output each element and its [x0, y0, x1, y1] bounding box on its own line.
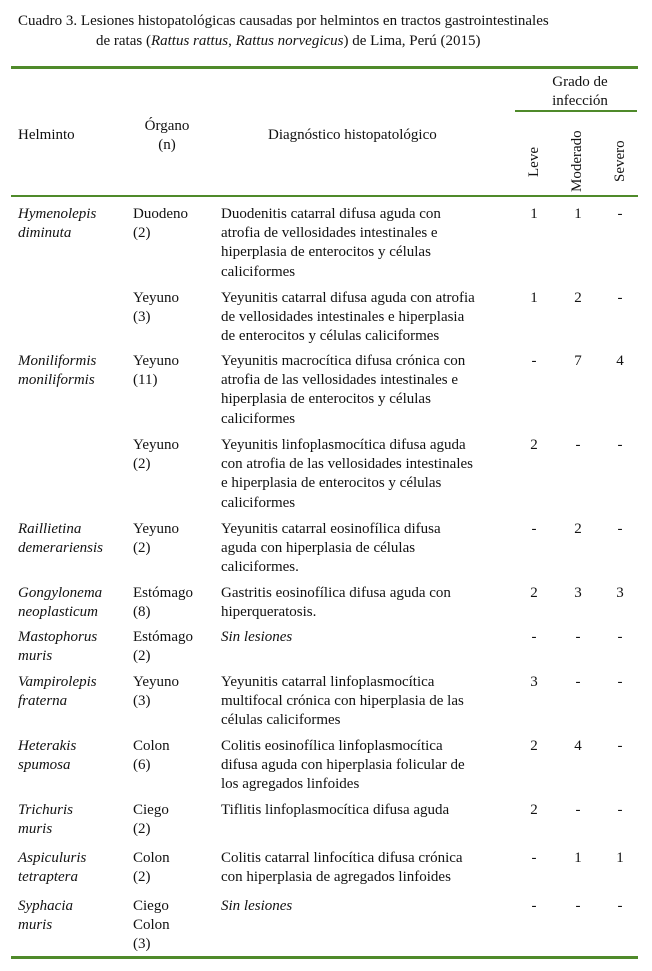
header-organo — [136, 117, 198, 155]
cell-helminto-line: Moniliformis — [18, 353, 97, 369]
cell-diagnostico-line: de enterocitos y células caliciformes — [221, 328, 440, 345]
caption-line-1: Cuadro 3. Lesiones histopatológicas causadas por helmintos en tractos gastrointestinales — [18, 13, 549, 29]
cell-organo-line: (3) — [133, 309, 151, 326]
header-leve: Leve — [526, 147, 542, 177]
cell-diagnostico-line: Tiflitis linfoplasmocítica difusa aguda — [221, 802, 450, 818]
cell-helminto-line: Syphacia — [18, 898, 73, 914]
cell-severo: - — [617, 674, 623, 690]
cell-organo-line: Ciego — [133, 802, 169, 818]
cell-helminto-line: Hymenolepis — [18, 206, 97, 222]
cell-moderado: 1 — [574, 206, 582, 222]
header-severo: Severo — [612, 140, 628, 182]
cell-diagnostico-line: hiperplasia de enterocitos y células — [221, 244, 431, 261]
header-helminto: Helminto — [18, 127, 75, 143]
cell-diagnostico-line: Yeyunitis catarral eosinofílica difusa — [221, 521, 441, 537]
cell-organo-line: Colon — [133, 738, 170, 754]
cell-organo-line: Yeyuno — [133, 353, 179, 369]
cell-diagnostico-line: Duodenitis catarral difusa aguda con — [221, 206, 441, 222]
cell-diagnostico-line: los agregados linfoides — [221, 776, 360, 793]
cell-severo: 4 — [616, 353, 624, 369]
cell-moderado: 7 — [574, 353, 582, 369]
cell-diagnostico — [221, 737, 514, 795]
cell-severo: - — [617, 290, 623, 306]
cell-diagnostico-line: Yeyunitis macrocítica difusa crónica con — [221, 353, 466, 369]
cell-moderado: 2 — [574, 521, 582, 537]
cell-diagnostico-line: caliciformes — [221, 410, 296, 427]
cell-diagnostico — [221, 673, 514, 731]
cell-leve: - — [531, 898, 537, 914]
cell-diagnostico — [221, 436, 514, 513]
cell-helminto-line: spumosa — [18, 757, 71, 774]
cell-organo-line: Colon — [133, 850, 170, 866]
cell-organo-line: (2) — [133, 648, 151, 665]
cell-organo-line: Yeyuno — [133, 437, 179, 453]
header-grado-line2: infección — [552, 93, 608, 109]
cell-diagnostico-line: células caliciformes — [221, 712, 341, 729]
cell-diagnostico — [221, 352, 514, 429]
cell-diagnostico-line: Colitis catarral linfocítica difusa crónica — [221, 850, 463, 866]
cell-diagnostico-line: hiperplasia de enterocitos y células — [221, 391, 431, 408]
cell-diagnostico — [221, 849, 514, 887]
cell-diagnostico — [221, 584, 514, 622]
cell-diagnostico-line: hiperqueratosis. — [221, 604, 317, 621]
cell-leve: - — [531, 629, 537, 645]
cell-organo-line: (2) — [133, 540, 151, 557]
cell-severo: - — [617, 521, 623, 537]
cell-diagnostico-line: caliciformes — [221, 494, 296, 511]
cell-helminto — [18, 352, 130, 390]
cell-leve: 3 — [530, 674, 538, 690]
cell-diagnostico-line: Sin lesiones — [221, 629, 293, 645]
cell-helminto-line: Mastophorus — [18, 629, 98, 645]
cell-helminto — [18, 205, 130, 243]
cell-organo — [133, 673, 213, 711]
cell-helminto-line: muris — [18, 821, 53, 838]
cell-organo — [133, 628, 213, 666]
cell-diagnostico — [221, 520, 514, 578]
cell-helminto-line: demerariensis — [18, 540, 103, 557]
cell-leve: - — [531, 850, 537, 866]
cell-helminto — [18, 801, 130, 839]
cell-severo: - — [617, 206, 623, 222]
cell-diagnostico-line: de vellosidades intestinales e hiperplasia — [221, 309, 465, 326]
cell-organo — [133, 801, 213, 839]
cell-diagnostico-line: atrofia de las vellosidades intestinales e — [221, 372, 459, 389]
cell-helminto-line: Vampirolepis — [18, 674, 97, 690]
table-caption — [18, 11, 636, 51]
cell-severo: 3 — [616, 585, 624, 601]
cell-organo — [133, 205, 213, 243]
cell-organo-line: (2) — [133, 869, 151, 886]
cell-leve: - — [531, 353, 537, 369]
cell-severo: 1 — [616, 850, 624, 866]
cell-diagnostico-line: aguda con hiperplasia de células — [221, 540, 416, 557]
cell-diagnostico-line: atrofia de vellosidades intestinales e — [221, 225, 438, 242]
cell-organo-line: (3) — [133, 693, 151, 710]
cell-organo-line: (3) — [133, 936, 151, 953]
cell-diagnostico — [221, 289, 514, 347]
header-grado-line1: Grado de — [552, 74, 608, 90]
cell-helminto — [18, 628, 130, 666]
caption-separator: , — [228, 33, 236, 49]
cell-organo — [133, 520, 213, 558]
cell-organo-line: (2) — [133, 821, 151, 838]
cell-organo — [133, 436, 213, 474]
cell-leve: 2 — [530, 738, 538, 754]
cell-diagnostico-line: caliciformes. — [221, 559, 299, 576]
cell-helminto — [18, 737, 130, 775]
cell-organo-line: Yeyuno — [133, 290, 179, 306]
caption-line-2 — [18, 31, 636, 51]
cell-helminto-line: moniliformis — [18, 372, 95, 389]
cell-helminto-line: diminuta — [18, 225, 72, 242]
cell-moderado: 1 — [574, 850, 582, 866]
cell-organo-line: (2) — [133, 225, 151, 242]
cell-organo-line: Ciego — [133, 898, 169, 914]
cell-organo-line: Colon — [133, 917, 170, 934]
cell-diagnostico-line: Yeyunitis catarral difusa aguda con atrofia — [221, 290, 475, 306]
cell-leve: - — [531, 521, 537, 537]
caption-species-2: Rattus norvegicus — [235, 33, 344, 49]
cell-organo-line: Duodeno — [133, 206, 188, 222]
cell-leve: 2 — [530, 802, 538, 818]
cell-leve: 2 — [530, 437, 538, 453]
cell-leve: 1 — [530, 206, 538, 222]
header-diagnostico: Diagnóstico histopatológico — [268, 127, 437, 143]
cell-helminto-line: neoplasticum — [18, 604, 98, 621]
cell-organo-line: Estómago — [133, 629, 193, 645]
cell-diagnostico-line: con atrofia de las vellosidades intestinales — [221, 456, 474, 473]
cell-helminto — [18, 849, 130, 887]
cell-diagnostico — [221, 801, 514, 820]
cell-organo-line: (2) — [133, 456, 151, 473]
cell-diagnostico — [221, 897, 514, 916]
cell-diagnostico — [221, 205, 514, 282]
cell-leve: 2 — [530, 585, 538, 601]
cell-diagnostico-line: Yeyunitis catarral linfoplasmocítica — [221, 674, 435, 690]
header-bottom-rule — [11, 195, 638, 197]
header-moderado: Moderado — [569, 130, 585, 192]
cell-diagnostico-line: difusa aguda con hiperplasia folicular de — [221, 757, 465, 774]
cell-helminto-line: Gongylonema — [18, 585, 103, 601]
cell-diagnostico-line: Sin lesiones — [221, 898, 293, 914]
cell-organo-line: (11) — [133, 372, 158, 389]
cell-moderado: 4 — [574, 738, 582, 754]
cell-helminto — [18, 520, 130, 558]
cell-moderado: - — [575, 437, 581, 453]
cell-organo-line: Yeyuno — [133, 674, 179, 690]
cell-diagnostico-line: e hiperplasia de enterocitos y células — [221, 475, 442, 492]
cell-organo — [133, 289, 213, 327]
cell-diagnostico-line: Gastritis eosinofílica difusa aguda con — [221, 585, 451, 601]
cell-moderado: - — [575, 898, 581, 914]
cell-moderado: 2 — [574, 290, 582, 306]
cell-organo — [133, 584, 213, 622]
header-organo-label: Órgano — [144, 118, 190, 134]
cell-diagnostico-line: Colitis eosinofílica linfoplasmocítica — [221, 738, 443, 754]
cell-organo — [133, 737, 213, 775]
cell-severo: - — [617, 738, 623, 754]
cell-diagnostico — [221, 628, 514, 647]
cell-helminto-line: tetraptera — [18, 869, 78, 886]
cell-helminto — [18, 673, 130, 711]
cell-severo: - — [617, 898, 623, 914]
cell-helminto-line: Trichuris — [18, 802, 74, 818]
table-top-rule — [11, 66, 638, 69]
cell-helminto — [18, 897, 130, 935]
cell-organo-line: (8) — [133, 604, 151, 621]
cell-helminto-line: Heterakis — [18, 738, 77, 754]
caption-text-end: ) de Lima, Perú (2015) — [343, 33, 481, 49]
cell-helminto-line: Raillietina — [18, 521, 82, 537]
cell-organo — [133, 897, 213, 955]
header-organo-n: (n) — [158, 137, 176, 153]
cell-helminto-line: muris — [18, 917, 53, 934]
cell-diagnostico-line: caliciformes — [221, 263, 296, 280]
cell-diagnostico-line: Yeyunitis linfoplasmocítica difusa aguda — [221, 437, 466, 453]
cell-organo-line: Estómago — [133, 585, 193, 601]
cell-moderado: - — [575, 802, 581, 818]
cell-organo-line: Yeyuno — [133, 521, 179, 537]
cell-diagnostico-line: multifocal crónica con hiperplasia de las — [221, 693, 464, 710]
cell-organo — [133, 849, 213, 887]
cell-severo: - — [617, 629, 623, 645]
cell-helminto-line: muris — [18, 648, 53, 665]
cell-severo: - — [617, 437, 623, 453]
cell-helminto-line: fraterna — [18, 693, 68, 710]
cell-moderado: 3 — [574, 585, 582, 601]
header-grado — [530, 73, 630, 111]
cell-organo — [133, 352, 213, 390]
caption-text: de ratas ( — [96, 33, 151, 49]
cell-helminto-line: Aspiculuris — [18, 850, 87, 866]
cell-diagnostico-line: con hiperplasia de agregados linfoides — [221, 869, 451, 886]
cell-moderado: - — [575, 629, 581, 645]
cell-severo: - — [617, 802, 623, 818]
caption-species-1: Rattus rattus — [150, 33, 229, 49]
cell-organo-line: (6) — [133, 757, 151, 774]
table-bottom-rule — [11, 956, 638, 959]
cell-leve: 1 — [530, 290, 538, 306]
cell-moderado: - — [575, 674, 581, 690]
cell-helminto — [18, 584, 130, 622]
